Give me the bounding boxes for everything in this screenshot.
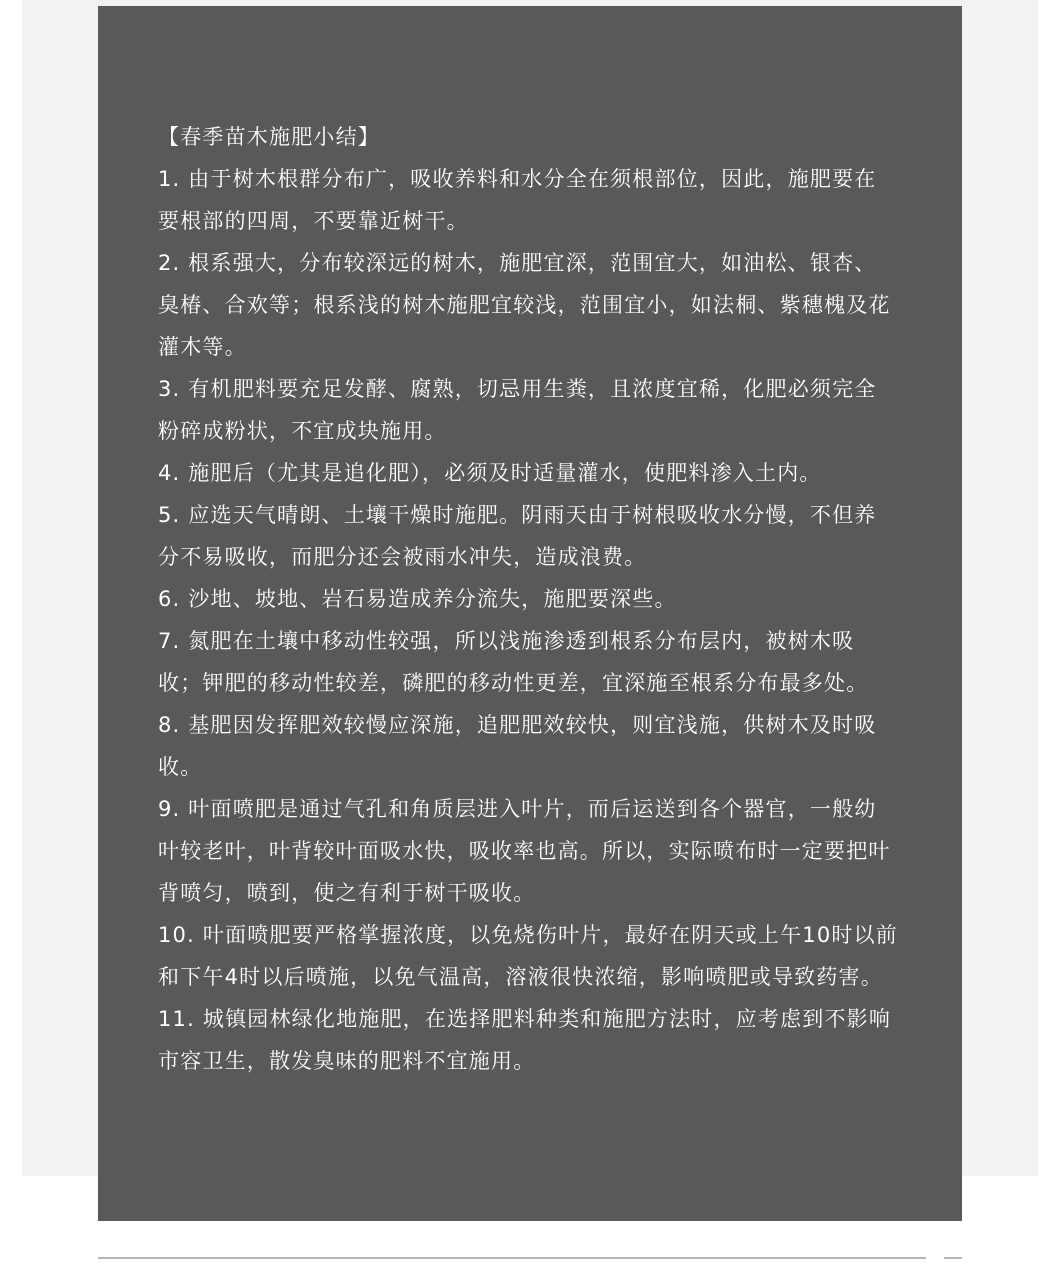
article-title: 【春季苗木施肥小结】 (158, 125, 380, 149)
article-item-1: 1. 由于树木根群分布广，吸收养料和水分全在须根部位，因此，施肥要在要根部的四周，不要靠近树干。 (158, 167, 877, 233)
article-item-8: 8. 基肥因发挥肥效较慢应深施，追肥肥效较快，则宜浅施，供树木及时吸收。 (158, 713, 877, 779)
article-item-9: 9. 叶面喷肥是通过气孔和角质层进入叶片，而后运送到各个器官，一般幼叶较老叶，叶背较叶面吸水快，吸收率也高。所以，实际喷布时一定要把叶背喷匀，喷到，使之有利于树干吸收。 (158, 797, 891, 905)
footer-divider (98, 1257, 926, 1259)
article-content (158, 116, 898, 1082)
article-item-10: 10. 叶面喷肥要严格掌握浓度，以免烧伤叶片，最好在阴天或上午10时以前和下午4时以后喷施，以免气温高，溶液很快浓缩，影响喷肥或导致药害。 (158, 923, 898, 989)
article-item-6: 6. 沙地、坡地、岩石易造成养分流失，施肥要深些。 (158, 587, 677, 611)
footer-dash (944, 1257, 962, 1259)
article-item-4: 4. 施肥后（尤其是追化肥），必须及时适量灌水，使肥料渗入土内。 (158, 461, 822, 485)
article-item-5: 5. 应选天气晴朗、土壤干燥时施肥。阴雨天由于树根吸收水分慢，不但养分不易吸收，而肥分还会被雨水冲失，造成浪费。 (158, 503, 877, 569)
article-card (98, 6, 962, 1221)
article-item-3: 3. 有机肥料要充足发酵、腐熟，切忌用生粪，且浓度宜稀，化肥必须完全粉碎成粉状，不宜成块施用。 (158, 377, 877, 443)
article-item-11: 11. 城镇园林绿化地施肥，在选择肥料种类和施肥方法时，应考虑到不影响市容卫生，散发臭味的肥料不宜施用。 (158, 1007, 892, 1073)
article-item-7: 7. 氮肥在土壤中移动性较强，所以浅施渗透到根系分布层内，被树木吸收；钾肥的移动性较差，磷肥的移动性更差，宜深施至根系分布最多处。 (158, 629, 869, 695)
article-item-2: 2. 根系强大，分布较深远的树木，施肥宜深，范围宜大，如油松、银杏、臭椿、合欢等；根系浅的树木施肥宜较浅，范围宜小，如法桐、紫穗槐及花灌木等。 (158, 251, 891, 359)
